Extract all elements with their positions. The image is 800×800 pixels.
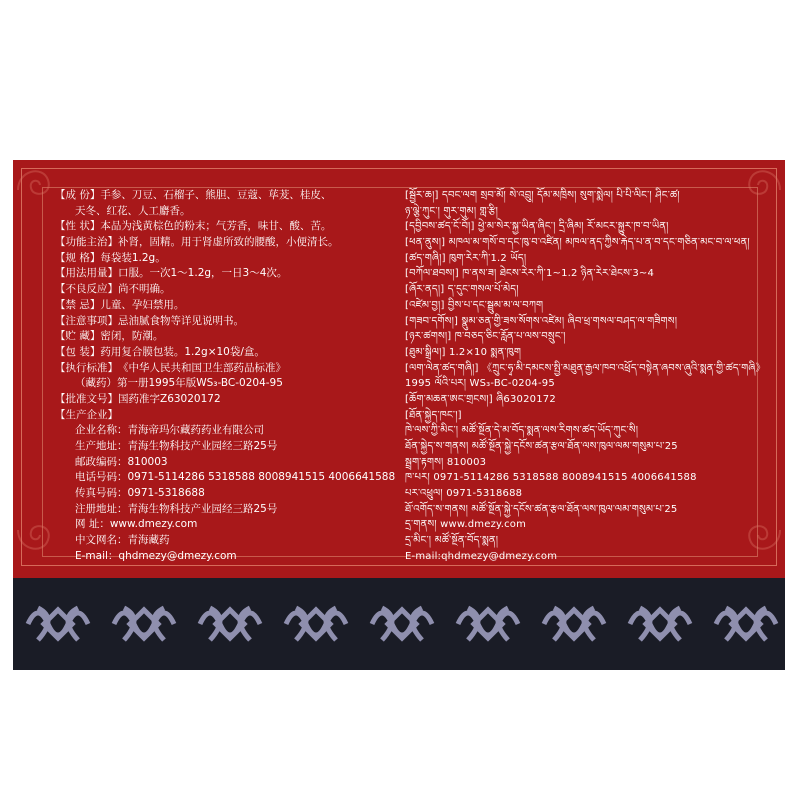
field-label: 【注意事项】 <box>55 314 118 327</box>
field-label: 网 址： <box>75 518 110 531</box>
field-value: 青海生物科技产业园经三路25号 <box>127 502 278 515</box>
field-value: 尚不明确。 <box>118 283 171 296</box>
tibetan-line: ཐོ་འགོད་ས་གནས། མཚོ་སྔོན་སྐྱེ་དངོས་ཚན་རྩལ་ཐོན་ལས་ཁུལ་ལམ་གསུམ་པ་25 <box>405 503 678 515</box>
tibetan-line: [ཐོན་སྐྱེད་ཁང་།] <box>405 409 462 421</box>
endless-knot-icon <box>544 608 604 640</box>
field-label: 传真号码： <box>75 487 128 500</box>
endless-knot-icon <box>630 608 690 640</box>
tibetan-line: [ཚད་གཞི།] ཁུག་རེར་ཀི་1.2 ཡོད། <box>405 252 527 264</box>
tibetan-line: E-mail:qhdmezy@dmezy.com <box>405 550 558 562</box>
tibetan-line: པར་འཕྲུལ། 0971-5318688 <box>405 488 523 500</box>
field-value: 天冬、红花、人工麝香。 <box>75 204 191 217</box>
tibetan-line: [ཉར་ཚགས།] ཁ་བཅད་ཅིང་རློན་པ་ལས་བསྲུང་། <box>405 331 566 343</box>
field-label: 企业名称： <box>75 424 128 437</box>
tibetan-line: དྲ་མིང་། མཚོ་སྔོན་བོད་སྨན། <box>405 535 499 547</box>
label-line <box>55 204 395 220</box>
tibetan-line: ཁ་པར། 0971-5114286 5318588 8008941515 4006641588 <box>405 472 697 484</box>
label-text-area <box>55 188 766 568</box>
label-line <box>55 314 395 330</box>
field-value: 每袋装1.2g。 <box>100 251 166 264</box>
endless-knot-pattern <box>13 578 785 670</box>
label-line <box>55 266 395 282</box>
label-line <box>55 282 395 298</box>
field-label: 【不良反应】 <box>55 283 118 296</box>
tibetan-label-column <box>405 188 766 565</box>
label-line <box>55 345 395 361</box>
field-value: 青海藏药 <box>127 534 170 547</box>
endless-knot-icon <box>28 608 88 640</box>
endless-knot-icon <box>114 608 174 640</box>
field-value: 手参、刀豆、石榴子、熊胆、豆蔻、荜茇、桂皮、 <box>100 189 332 201</box>
tibetan-line: [ཐུམ་སྒྲིལ།] 1.2×10 སྨན་ཁུག <box>405 346 522 358</box>
tibetan-line: 1995 ལོའི་པར། WS₃-BC-0204-95 <box>405 378 555 390</box>
field-label: 注册地址： <box>75 502 128 515</box>
tibetan-line: [ལག་ལེན་ཚད་གཞི།] 《ཀྲུང་ཧྭ་མི་དམངས་སྤྱི་མཐུན་རྒྱལ་ཁབ་འཕྲོད་བསྟེན་ཞབས་ཞུའི་སྨན་གྱི་ཚད་གཞི》 <box>405 362 766 374</box>
field-label: 【成 份】 <box>55 189 101 201</box>
endless-knot-icon <box>716 608 776 640</box>
field-label: 【执行标准】 <box>55 361 118 374</box>
field-label: 【批准文号】 <box>55 392 118 405</box>
endless-knot-border-band <box>13 578 785 670</box>
label-line <box>55 408 395 424</box>
label-line <box>55 423 395 439</box>
field-value: 本品为浅黄棕色的粉末；气芳香，味甘、酸、苦。 <box>100 220 332 233</box>
tibetan-line: ཐོན་སྐྱེད་ས་གནས། མཚོ་སྔོན་སྐྱེ་དངོས་ཚན་རྩལ་ཐོན་ལས་ཁུལ་ལམ་གསུམ་པ་25 <box>405 441 678 452</box>
tibetan-line: སྦྲག་རྟགས། 810003 <box>405 456 487 468</box>
field-value: 药用复合膜包装。1.2g×10袋/盒。 <box>100 345 265 358</box>
field-label: 邮政编码： <box>75 455 128 468</box>
field-label: 【用法用量】 <box>55 267 118 280</box>
label-line <box>55 329 395 345</box>
field-label: 生产地址： <box>75 440 128 452</box>
field-label: 【规 格】 <box>55 251 101 264</box>
tibetan-line: [གཟབ་དགོས།] སྣུམ་ཅན་གྱི་ཟས་སོགས་འཛེམ། ཞིབ་ཕྲ་གསལ་བཤད་ལ་གཟིགས། <box>405 315 678 327</box>
label-line <box>55 439 395 455</box>
label-line <box>55 219 395 235</box>
label-line <box>55 533 395 549</box>
label-line <box>55 486 395 502</box>
endless-knot-icon <box>200 608 260 640</box>
label-line <box>55 188 395 204</box>
field-label: 【功能主治】 <box>55 236 118 249</box>
field-label: 中文网名： <box>75 534 128 547</box>
endless-knot-icon <box>372 608 432 640</box>
field-label: 电话号码： <box>75 471 128 484</box>
label-line <box>55 251 395 267</box>
label-line <box>55 298 395 314</box>
field-label: 【包 装】 <box>55 345 101 358</box>
label-line <box>55 392 395 408</box>
tibetan-line: དྲ་གནས། www.dmezy.com <box>405 519 527 531</box>
field-value: 青海生物科技产业园经三路25号 <box>127 440 278 452</box>
chinese-label-column <box>55 188 395 565</box>
tibetan-line: [ཆོག་མཆན་ཨང་གྲངས།] ཞི63020172 <box>405 393 556 405</box>
field-value: 《中华人民共和国卫生部药品标准》 <box>118 361 286 374</box>
label-line <box>55 361 395 377</box>
tibetan-line: [ཕན་ནུས།] མཁལ་མ་གསོ་བ་དང་ཁུ་བ་འཛིན། མཁལ་ནད་ཀྱིས་རྐེད་པ་ན་བ་དང་གཅིན་མང་བ་ལ་ཕན། <box>405 237 750 249</box>
package-panel <box>13 160 785 670</box>
field-label: 【贮 藏】 <box>55 330 101 343</box>
label-line <box>55 549 395 565</box>
field-value: （藏药）第一册1995年版WS₃-BC-0204-95 <box>75 377 283 390</box>
field-value: 0971-5318688 <box>127 487 205 500</box>
field-label: 【禁 忌】 <box>55 298 101 311</box>
label-line <box>55 455 395 471</box>
field-value: 补肾，固精。用于肾虚所致的腰酸，小便清长。 <box>118 236 339 249</box>
field-value: 0971-5114286 5318588 8008941515 4006641588 <box>127 471 396 484</box>
tibetan-line: [ཞོར་ནད།] ད་དུང་གསལ་པོ་མེད། <box>405 284 519 296</box>
tibetan-line: [འཛེམ་བྱ།] བྱིས་པ་དང་སྦྲུམ་མ་ལ་བཀག <box>405 299 544 311</box>
tibetan-line: [བཀོལ་ཐབས།] ཁ་ནས་ཟ། ཐེངས་རེར་ཀི་1~1.2 ཉིན་རེར་ཐེངས་3~4 <box>405 268 655 280</box>
tibetan-line: [དབྱིབས་ཚད་ངོ་བོ།] ཕྱེ་མ་སེར་སྐྱ་ཡིན་ཞིང་། དྲི་ཞིམ། རོ་མངར་སྐྱུར་ཁ་བ་ཡིན། <box>405 221 669 233</box>
label-line <box>55 470 395 486</box>
field-value: www.dmezy.com <box>109 518 198 531</box>
field-label: E-mail： <box>75 549 119 562</box>
field-value: 密闭，防潮。 <box>100 330 164 343</box>
tibetan-line: ཁེ་ལས་ཀྱི་མིང་། མཚོ་སྔོན་དེ་མ་བོད་སྨན་ལས་རིགས་ཚད་ཡོད་ཀུང་སི། <box>405 425 639 437</box>
label-line <box>55 502 395 518</box>
field-value: 810003 <box>127 455 168 468</box>
endless-knot-icon <box>458 608 518 640</box>
field-label: 【生产企业】 <box>55 408 118 421</box>
label-line <box>55 517 395 533</box>
endless-knot-icon <box>286 608 346 640</box>
tibetan-line: ཉ་ལྕེ་ཀུང་། གུར་གུམ། གླ་རྩི། <box>405 205 499 217</box>
tibetan-line: [སྦྱོར་ཆ།] དབང་ལག སྲབ་མོ། སེ་འབྲུ། དོམ་མཁྲིས། སུག་སྨེལ། པི་པི་ལིང་། ཤིང་ཚ། <box>405 190 680 201</box>
field-label: 【性 状】 <box>55 220 101 233</box>
field-value: 口服。一次1～1.2g，一日3～4次。 <box>118 267 288 280</box>
field-value: 忌油腻食物等详见说明书。 <box>118 314 244 327</box>
field-value: qhdmezy@dmezy.com <box>118 549 237 562</box>
field-value: 儿童、孕妇禁用。 <box>100 298 185 311</box>
field-value: 国药准字Z63020172 <box>118 392 221 405</box>
label-line <box>55 376 395 392</box>
field-value: 青海帝玛尔藏药药业有限公司 <box>127 424 264 437</box>
label-line <box>55 235 395 251</box>
